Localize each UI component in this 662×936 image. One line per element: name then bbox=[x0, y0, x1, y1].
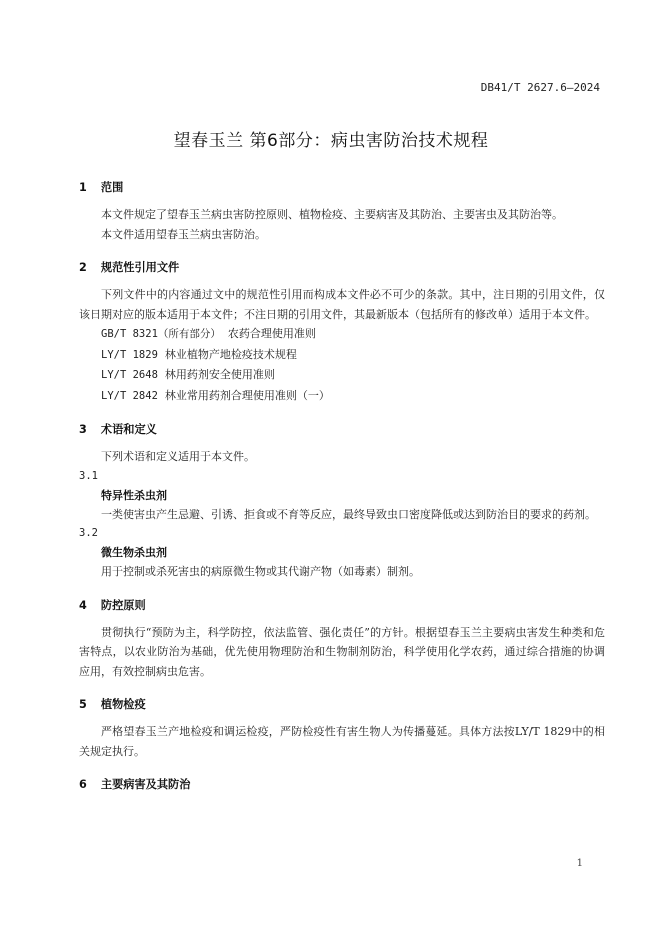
section-heading-terms-and-definitions bbox=[79, 420, 605, 439]
reference-code: LY/T 2842 bbox=[101, 389, 158, 402]
section-heading-scope bbox=[79, 178, 605, 197]
section-heading-normative-references bbox=[79, 258, 605, 277]
reference-item bbox=[79, 365, 605, 386]
section-title: 植物检疫 bbox=[100, 698, 146, 711]
section-number: 5 bbox=[79, 698, 87, 711]
reference-code: LY/T 2648 bbox=[101, 369, 158, 381]
section-heading-control-principles bbox=[79, 596, 605, 615]
section-title: 防控原则 bbox=[100, 598, 146, 612]
term-definition: 用于控制或杀死害虫的病原微生物或其代谢产物（如毒素）制剂。 bbox=[101, 565, 420, 578]
paragraph: 下列术语和定义适用于本文件。 bbox=[101, 450, 255, 463]
term-number: 3.2 bbox=[79, 527, 98, 539]
document-body bbox=[79, 178, 605, 794]
reference-name: 林用药剂安全使用准则 bbox=[164, 368, 275, 381]
term-number: 3.1 bbox=[79, 469, 98, 482]
paragraph: 本文件规定了望春玉兰病虫害防控原则、植物检疫、主要病害及其防治、主要害虫及其防治等。 bbox=[101, 208, 563, 221]
reference-item bbox=[79, 345, 605, 366]
paragraph: 本文件适用望春玉兰病虫害防治。 bbox=[101, 227, 266, 241]
section-title: 范围 bbox=[100, 181, 124, 194]
section-title: 主要病害及其防治 bbox=[100, 778, 191, 791]
paragraph: 下列文件中的内容通过文中的规范性引用而构成本文件必不可少的条款。其中，注日期的引用文件，仅该日期对应的版本适用于本文件；不注日期的引用文件，其最新版本（包括所有的修改单）适用于本文件。 bbox=[79, 288, 605, 321]
section-number: 6 bbox=[79, 778, 87, 791]
section-number: 3 bbox=[79, 423, 87, 436]
paragraph: 严格望春玉兰产地检疫和调运检疫，严防检疫性有害生物人为传播蔓延。具体方法按LY/T 1829中的相关规定执行。 bbox=[79, 725, 605, 758]
section-heading-main-diseases bbox=[79, 775, 605, 794]
section-title: 术语和定义 bbox=[100, 423, 157, 436]
reference-item bbox=[79, 324, 605, 345]
section-heading-plant-quarantine bbox=[79, 695, 605, 714]
section-number: 4 bbox=[79, 598, 87, 612]
document-id: DB41/T 2627.6—2024 bbox=[480, 81, 600, 94]
reference-name: 农药合理使用准则 bbox=[227, 327, 316, 340]
term-name: 特异性杀虫剂 bbox=[101, 488, 167, 502]
reference-item bbox=[79, 386, 605, 407]
reference-code: GB/T 8321（所有部分） bbox=[101, 328, 221, 340]
reference-code: LY/T 1829 bbox=[101, 348, 158, 361]
section-title: 规范性引用文件 bbox=[100, 261, 180, 274]
reference-name: 林业植物产地检疫技术规程 bbox=[164, 347, 297, 361]
reference-name: 林业常用药剂合理使用准则（一） bbox=[164, 388, 330, 402]
term-definition: 一类使害虫产生忌避、引诱、拒食或不育等反应，最终导致虫口密度降低或达到防治目的要求的药剂。 bbox=[101, 507, 596, 521]
section-number: 1 bbox=[79, 181, 87, 194]
term-name: 微生物杀虫剂 bbox=[101, 546, 167, 559]
document-title: 望春玉兰 第6部分：病虫害防治技术规程 bbox=[173, 131, 489, 151]
paragraph: 贯彻执行“预防为主，科学防控，依法监管、强化责任”的方针。根据望春玉兰主要病虫害发生种类和危害特点，以农业防治为基础，优先使用物理防治和生物制剂防治，科学使用化学农药，通过综合措施的协调应用，有效控制病虫危害。 bbox=[79, 625, 605, 678]
section-number: 2 bbox=[79, 261, 87, 274]
page-number: 1 bbox=[576, 858, 583, 869]
